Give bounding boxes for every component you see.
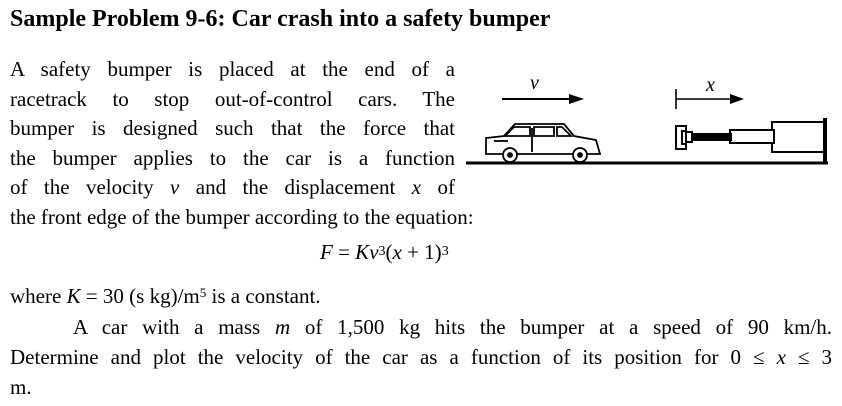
intro-line-6: the front edge of the bumper according to the equation: [10, 204, 474, 229]
figure-svg [460, 58, 838, 183]
task-line-1: A car with a mass m of 1,500 kg hits the bumper at a speed of 90 km/h. [73, 315, 833, 339]
displacement-label: x [706, 74, 715, 96]
intro-line-3: bumper is designed such that the force that [10, 116, 455, 140]
car [486, 124, 600, 162]
intro-line-1: A safety bumper is placed at the end of a [10, 57, 455, 81]
intro-line-4: the bumper applies to the car is a function [10, 145, 455, 170]
task-line-3: m. [10, 375, 32, 399]
velocity-arrow [502, 94, 584, 104]
force-equation: $F = Kv^3(x + 1)^3$ [320, 240, 449, 264]
constant-definition: where K = 30 (s $kg)/m^5$ is a constant. [10, 284, 321, 308]
problem-intro [10, 55, 474, 232]
problem-task [10, 312, 832, 402]
car-bumper-figure [460, 58, 838, 183]
intro-line-2: racetrack to stop out-of-control cars. The [10, 86, 455, 111]
page-title: Sample Problem 9-6: Car crash into a safety bumper [10, 6, 551, 32]
task-line-2: Determine and plot the velocity of the car as a function of its position for 0 ≤ x ≤ 3 [10, 345, 832, 369]
velocity-label: v [530, 72, 539, 94]
intro-line-5: of the velocity v and the displacement x of [10, 175, 455, 199]
safety-bumper [676, 122, 824, 152]
